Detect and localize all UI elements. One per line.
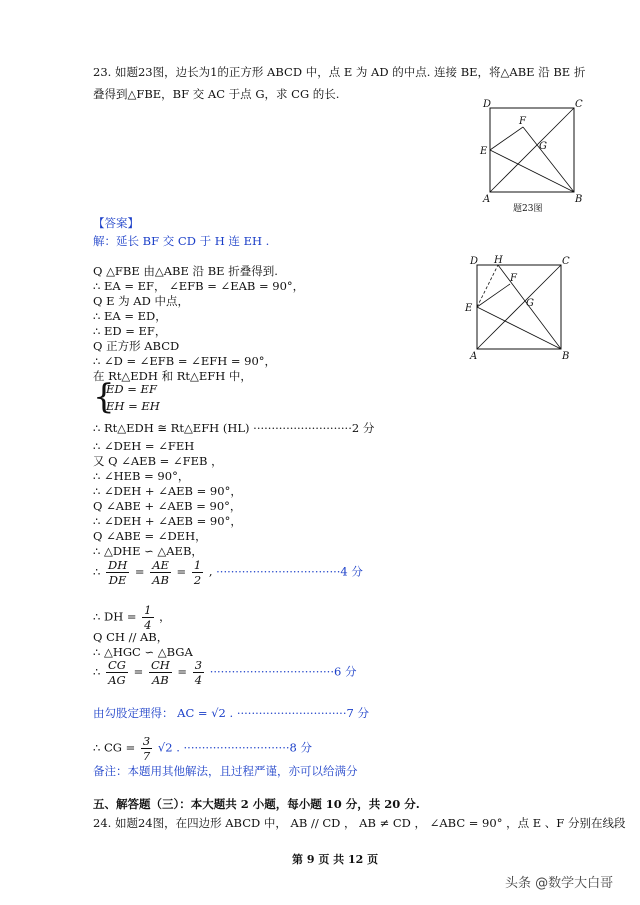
label-B: B [575,194,583,205]
note-line: 备注：本题用其他解法，且过程严谨，亦可以给满分 [93,764,358,778]
step2-7: Q ∠ABE = ∠DEH， [93,529,207,543]
label-H: H [494,255,503,266]
step2-2: 又 Q ∠AEB = ∠FEB ， [93,454,223,468]
cg-prefix: ∴ CG = [93,740,136,755]
ratio1-score: ··································4 分 [216,564,363,579]
label-F: F [519,116,526,127]
label-E: E [480,146,488,157]
step-3: Q E 为 AD 中点， [93,294,189,308]
ratio2-frac-b: $\frac{CH}{AB}$ [150,658,170,687]
dh-prefix: ∴ DH = [93,609,137,624]
step3-1: Q CH // AB， [93,630,169,644]
pythag-line: 由勾股定理得： AC = √2 . ······························7 分 [93,706,369,720]
label-B2: B [562,351,570,362]
system-eq-2: EH = EH [106,399,160,413]
label-D: D [483,99,492,110]
watermark: 头条 @数学大白哥 [505,876,614,891]
step-5: ∴ ED = EF， [93,324,167,338]
ratio2-frac-a: $\frac{CG}{AG}$ [107,658,126,687]
step2-5: Q ∠ABE + ∠AEB = 90°， [93,499,242,513]
problem-23-line1: 23. 如题23图，边长为1的正方形 ABCD 中，点 E 为 AD 的中点. 连接 BE，将△ABE 沿 BE 折 [93,65,586,79]
figure-23 [475,98,585,216]
answer-intro: 解：延长 BF 交 CD 于 H 连 EH . [93,234,270,248]
label-D2: D [470,256,479,267]
label-G2: G [526,298,534,309]
figure-caption: 题23图 [513,204,543,214]
step-4: ∴ EA = ED， [93,309,167,323]
ratio1-prefix: ∴ [93,564,101,579]
answer-heading: 【答案】 [93,216,139,230]
figure-answer [462,255,582,365]
dh-frac: $\frac{1}{4}$ [144,603,152,632]
section-5-heading: 五、解答题（三）：本大题共 2 小题，每小题 10 分，共 20 分. [93,797,420,811]
system-eq-1: ED = EF [106,382,157,396]
step-7: ∴ ∠D = ∠EFB = ∠EFH = 90°， [93,354,277,368]
problem-23-line2: 叠得到△FBE，BF 交 AC 于点 G，求 CG 的长. [93,87,340,101]
page-footer: 第 9 页 共 12 页 [292,853,379,866]
ratio1-frac-c: $\frac{1}{2}$ [193,558,202,587]
label-C: C [575,99,583,110]
label-A2: A [470,351,478,362]
ratio2-prefix: ∴ [93,664,101,679]
cg-line [93,734,312,763]
step2-3: ∴ ∠HEB = 90°， [93,469,190,483]
label-C2: C [562,256,570,267]
step2-4: ∴ ∠DEH + ∠AEB = 90°， [93,484,242,498]
step3-2: ∴ △HGC ∽ △BGA [93,645,193,659]
problem-24-line: 24. 如题24图，在四边形 ABCD 中， AB // CD ， AB ≠ CD ， ∠ABC = 90° ，点 E 、F 分别在线段 [93,816,626,830]
ratio1-frac-a: $\frac{DH}{DE}$ [107,558,128,587]
label-G: G [539,141,547,152]
system-brace: { [93,377,115,417]
step2-1: ∴ ∠DEH = ∠FEH [93,439,195,453]
step2-8: ∴ △DHE ∽ △AEB， [93,544,203,558]
ratio-2: ∴ $\frac{CG}{AG}$ = $\frac{CH}{AB}$ = $\frac{3}{4}$ ··································6 分 [93,658,357,687]
step-6: Q 正方形 ABCD [93,339,180,353]
cg-suffix: √2 . ·····························8 分 [157,740,312,755]
congruence-line: ∴ Rt△EDH ≅ Rt△EFH (HL) ···························2 分 [93,421,375,435]
label-A: A [483,194,491,205]
ratio2-frac-c: $\frac{3}{4}$ [194,658,203,687]
ratio1-frac-b: $\frac{AE}{AB}$ [152,558,169,587]
label-F2: F [510,273,517,284]
step-1: Q △FBE 由△ABE 沿 BE 折叠得到. [93,264,278,278]
ratio-1: ∴ $\frac{DH}{DE}$ = $\frac{AE}{AB}$ = $\frac{1}{2}$ , ··································4 分 [93,558,363,587]
dh-line: ∴ DH = $\frac{1}{4}$ ， [93,603,171,632]
step-8: 在 Rt△EDH 和 Rt△EFH 中， [93,369,252,383]
ratio2-score: ··································6 分 [209,664,357,679]
cg-frac: $\frac{3}{7}$ [142,734,151,763]
step2-6: ∴ ∠DEH + ∠AEB = 90°， [93,514,242,528]
label-E2: E [465,303,473,314]
step-2: ∴ EA = EF， ∠EFB = ∠EAB = 90°， [93,279,305,293]
